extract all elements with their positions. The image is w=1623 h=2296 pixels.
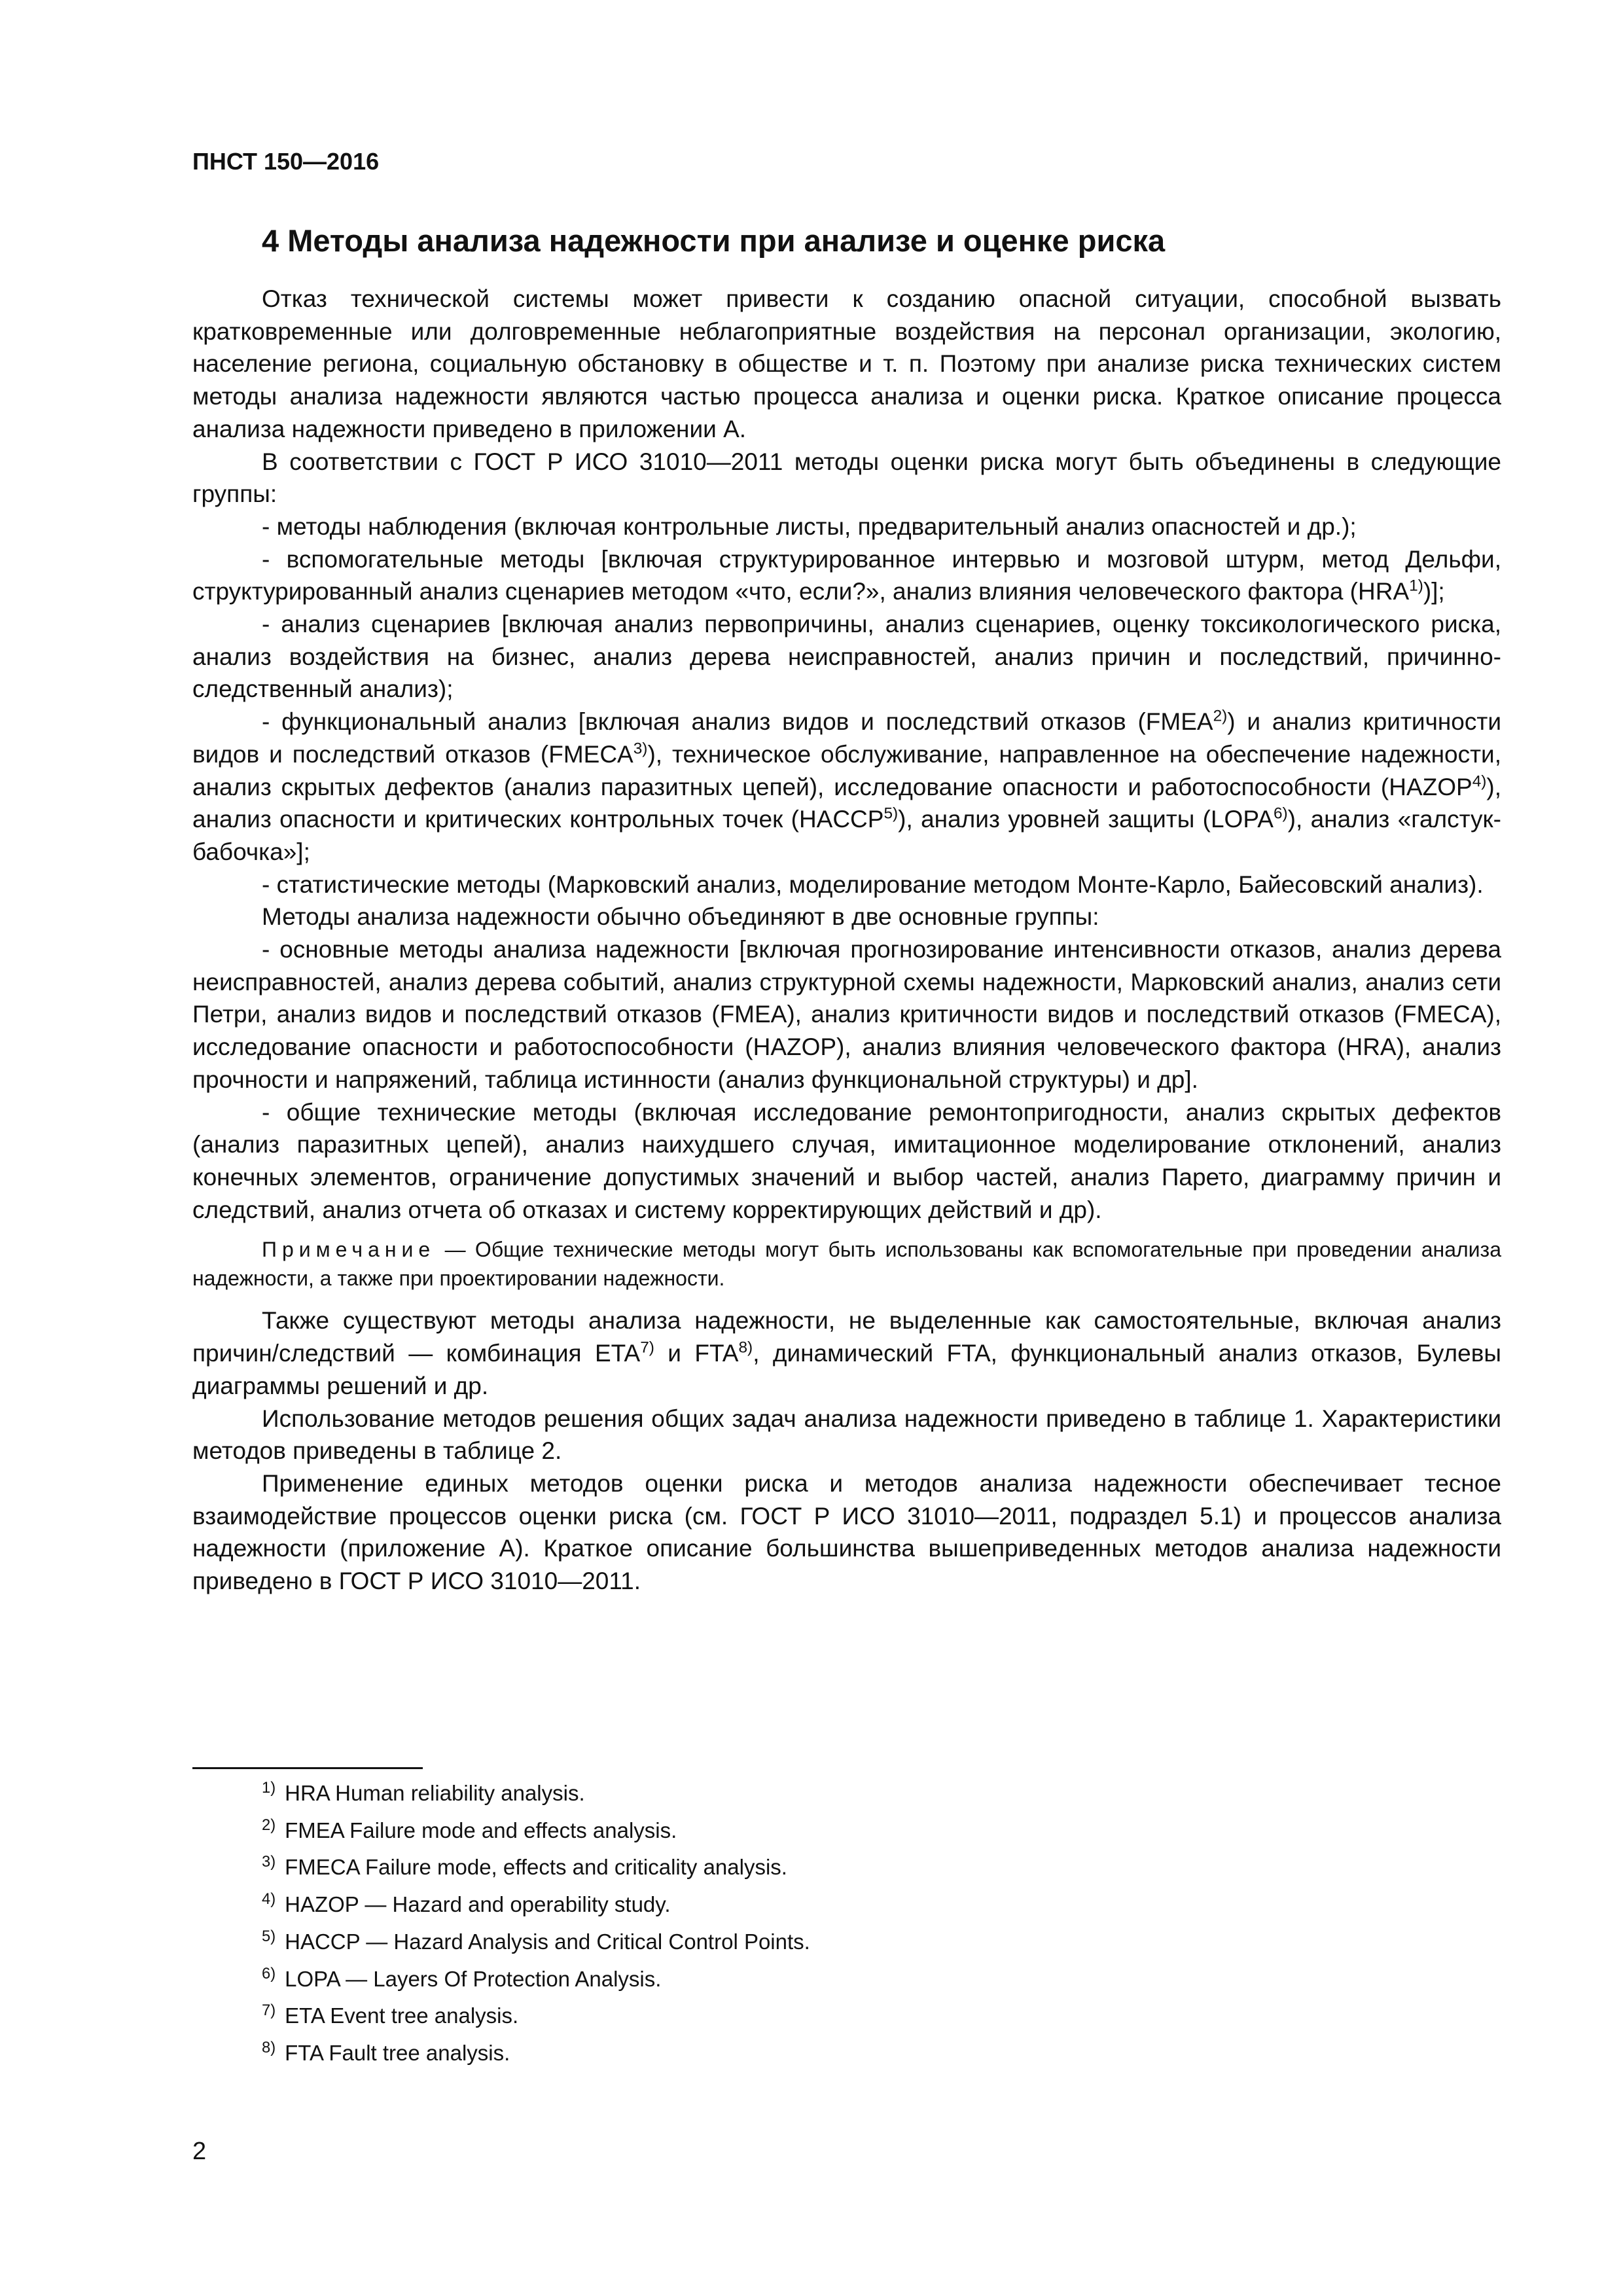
text-fragment: - функциональный анализ [включая анализ видов и последствий отказов (FMEA [262, 708, 1213, 736]
list-item-observation: - методы наблюдения (включая контрольные листы, предварительный анализ опасностей и др.); [262, 512, 1357, 540]
note-label: Примечание [262, 1238, 436, 1262]
footnote-text: FTA Fault tree analysis. [285, 2040, 510, 2065]
footnote-number: 2) [262, 1816, 276, 1834]
footnote-text: HRA Human reliability analysis. [285, 1781, 585, 1805]
footnote-item [262, 1886, 1440, 1924]
text-fragment: и FTA [654, 1340, 739, 1367]
note-text: — Общие технические методы могут быть использованы как вспомогательные при проведении анализа надежности, а также при проектировании надежности. [192, 1238, 1501, 1291]
text-fragment: , динамический FTA, функциональный анализ отказов, Булевы диаграммы решений и др. [192, 1340, 1501, 1399]
document-code: ПНСТ 150—2016 [192, 148, 380, 175]
list-item-scenario: - анализ сценариев [включая анализ первопричины, анализ сценариев, оценку токсикологического риска, анализ воздействия на бизнес, анализ дерева неисправностей, анализ причин и последствий, причинно-следственный анализ); [192, 611, 1501, 703]
footnote-ref[interactable]: 4) [1472, 772, 1487, 791]
text-fragment: Также существуют методы анализа надежности, не выделенные как самостоятельные, включая анализ причин/следствий — комбинация ETA [192, 1307, 1501, 1367]
footnote-ref[interactable]: 6) [1273, 804, 1288, 823]
footnote-divider [192, 1767, 423, 1769]
paragraph-reliability-groups: Методы анализа надежности обычно объединяют в две основные группы: [262, 903, 1099, 931]
footnote-text: FMEA Failure mode and effects analysis. [285, 1818, 677, 1842]
paragraph-tables-ref: Использование методов решения общих задач анализа надежности приведено в таблице 1. Характеристики методов приведены в таблице 2. [192, 1405, 1501, 1465]
text-fragment: ) и анализ критичности видов и последствий отказов (FMECA [192, 708, 1501, 768]
page-number: 2 [192, 2138, 207, 2165]
footnote-number: 8) [262, 2038, 276, 2056]
section-title: 4 Методы анализа надежности при анализе и оценке риска [262, 223, 1166, 258]
text-fragment: ), анализ уровней защиты (LOPA [898, 806, 1274, 833]
list-item-functional [192, 706, 1501, 869]
paragraph-risk-groups: В соответствии с ГОСТ Р ИСО 31010—2011 методы оценки риска могут быть объединены в следующие группы: [192, 448, 1501, 508]
note [192, 1235, 1501, 1293]
footnote-ref[interactable]: 3) [633, 740, 648, 758]
text-fragment: ), анализ опасности и критических контрольных точек (HACCP [192, 773, 1501, 833]
footnote-ref[interactable]: 5) [883, 804, 899, 823]
footnote-ref[interactable]: 1) [1409, 577, 1423, 595]
footnote-text: FMECA Failure mode, effects and criticality analysis. [285, 1855, 787, 1880]
footnote-number: 7) [262, 2001, 276, 2020]
footnote-item [262, 1775, 1440, 1812]
footnote-item [262, 1998, 1440, 2035]
footnote-ref[interactable]: 8) [738, 1338, 753, 1357]
footnote-number: 3) [262, 1853, 276, 1871]
text-fragment: - вспомогательные методы [включая структурированное интервью и мозговой штурм, метод Дельфи, структурированный анализ сценариев методом «что, если?», анализ влияния человеческого фактора (HRA [192, 545, 1501, 605]
footnote-item [262, 2035, 1440, 2072]
paragraph-application: Применение единых методов оценки риска и методов анализа надежности обеспечивает тесное взаимодействие процессов оценки риска (см. ГОСТ Р ИСО 31010—2011, подраздел 5.1) и процессов анализа надежности (приложение А). Краткое описание большинства вышеприведенных методов анализа надежности приведено в ГОСТ Р ИСО 31010—2011. [192, 1469, 1501, 1595]
footnote-number: 5) [262, 1927, 276, 1945]
list-item-statistical: - статистические методы (Марковский анализ, моделирование методом Монте-Карло, Байесовский анализ). [262, 870, 1484, 898]
text-fragment: )]; [1423, 578, 1445, 605]
footnote-item [262, 1924, 1440, 1961]
list-item-general-methods: - общие технические методы (включая исследование ремонтопригодности, анализ скрытых дефектов (анализ паразитных цепей), анализ наихудшего случая, имитационное моделирование отклонений, анализ конечных элементов, ограничение допустимых значений и выбор частей, анализ Парето, диаграмму причин и следствий, анализ отчета об отказах и систему корректирующих действий и др). [192, 1098, 1501, 1223]
footnote-number: 1) [262, 1779, 276, 1797]
footnote-ref[interactable]: 7) [640, 1338, 654, 1357]
footnote-ref[interactable]: 2) [1213, 707, 1228, 725]
footnote-number: 4) [262, 1890, 276, 1909]
text-fragment: ), техническое обслуживание, направленное на обеспечение надежности, анализ скрытых дефектов (анализ паразитных цепей), исследование опасности и работоспособности (HAZOP [192, 740, 1501, 800]
paragraph-intro: Отказ технической системы может привести к созданию опасной ситуации, способной вызвать кратковременные или долговременные неблагоприятные воздействия на персонал организации, экологию, население региона, социальную обстановку в обществе и т. п. Поэтому при анализе риска технических систем методы анализа надежности являются частью процесса анализа и оценки риска. Краткое описание процесса анализа надежности приведено в приложении А. [192, 285, 1501, 442]
list-item-basic-methods: - основные методы анализа надежности [включая прогнозирование интенсивности отказов, анализ дерева неисправностей, анализ дерева событий, анализ структурной схемы надежности, Марковский анализ, анализ сети Петри, анализ видов и последствий отказов (FMEA), анализ критичности видов и последствий отказов (FMECA), исследование опасности и работоспособности (HAZOP), анализ влияния человеческого фактора (HRA), анализ прочности и напряжений, таблица истинности (анализ функциональной структуры) и др]. [192, 936, 1501, 1093]
footnote-number: 6) [262, 1964, 276, 1982]
footnotes [262, 1775, 1440, 2072]
body-text [192, 283, 1501, 1598]
paragraph-other-methods [192, 1304, 1501, 1402]
footnote-text: HAZOP — Hazard and operability study. [285, 1892, 671, 1917]
footnote-item [262, 1812, 1440, 1850]
list-item-auxiliary [192, 543, 1501, 608]
footnote-item [262, 1961, 1440, 1998]
footnote-text: ETA Event tree analysis. [285, 2003, 519, 2028]
footnote-item [262, 1849, 1440, 1886]
text-fragment: ), анализ «галстук-бабочка»]; [192, 806, 1501, 865]
footnote-text: LOPA — Layers Of Protection Analysis. [285, 1966, 662, 1991]
footnote-text: HACCP — Hazard Analysis and Critical Control Points. [285, 1929, 810, 1954]
